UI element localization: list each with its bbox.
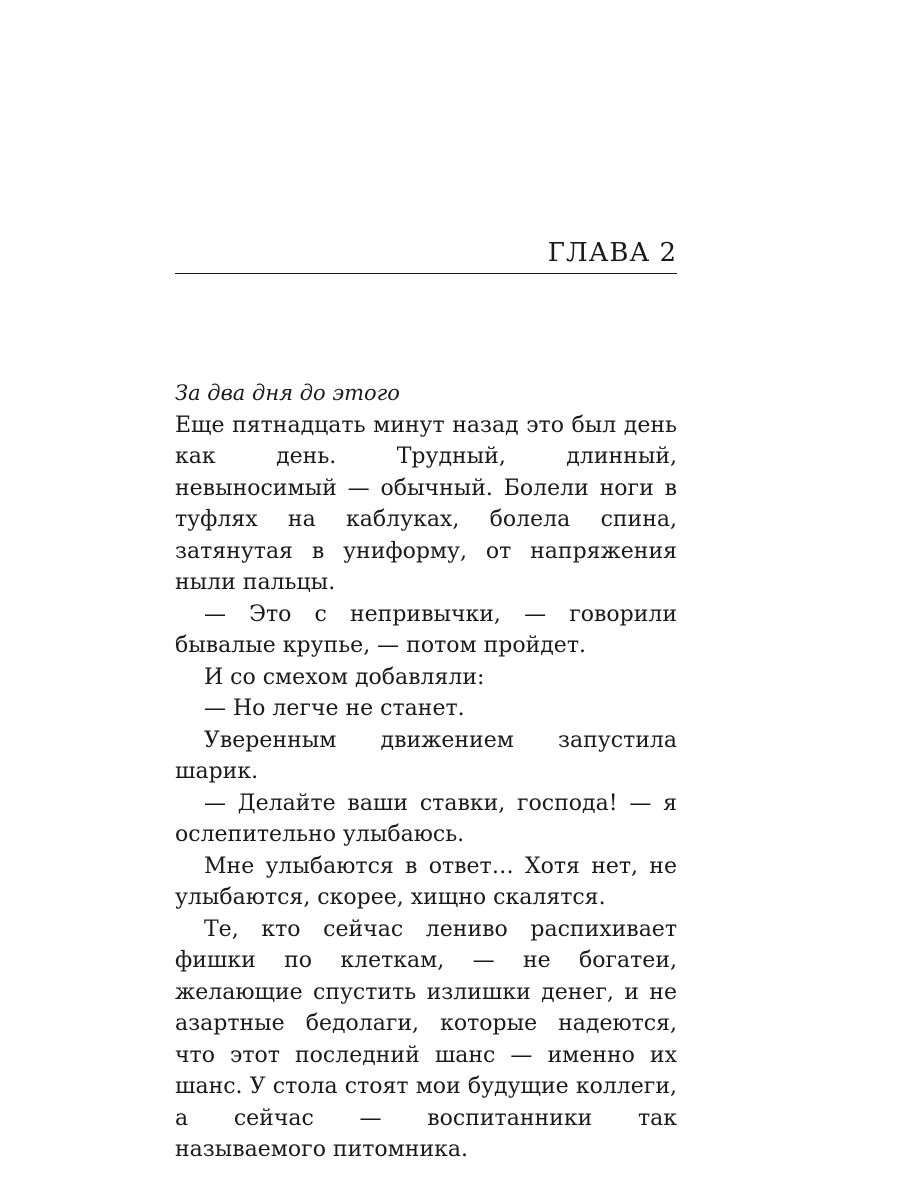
chapter-divider <box>175 273 677 274</box>
paragraph: — Это с непривычки, — говорили бывалые крупье, — потом пройдет. <box>175 601 677 658</box>
paragraph: Мне улыбаются в ответ… Хотя нет, не улыбаются, скорее, хищно скалятся. <box>175 853 677 910</box>
chapter-title: ГЛАВА 2 <box>547 238 677 268</box>
chapter-subtitle: За два дня до этого <box>175 381 400 405</box>
paragraph: Те, кто сейчас лениво распихивает фишки по клеткам, — не богатеи, желающие спустить излишки денег, и не азартные бедолаги, которые надеются, что этот последний шанс — именно их шанс. У стола стоят мои будущие коллеги, а сейчас — воспитанники так называемого питомника. <box>175 916 677 1162</box>
body-text <box>175 378 677 1166</box>
paragraph: — Но легче не станет. <box>204 696 465 721</box>
paragraph: И со смехом добавляли: <box>204 664 485 690</box>
paragraph: Уверенным движением запустила шарик. <box>175 727 677 784</box>
paragraph: — Делайте ваши ставки, господа! — я ослепительно улыбаюсь. <box>175 790 677 847</box>
paragraph: Еще пятнадцать минут назад это был день как день. Трудный, длинный, невыносимый — обычный. Болели ноги в туфлях на каблуках, болела спина, затянутая в униформу, от напряжения ныли пальцы. <box>175 412 677 595</box>
